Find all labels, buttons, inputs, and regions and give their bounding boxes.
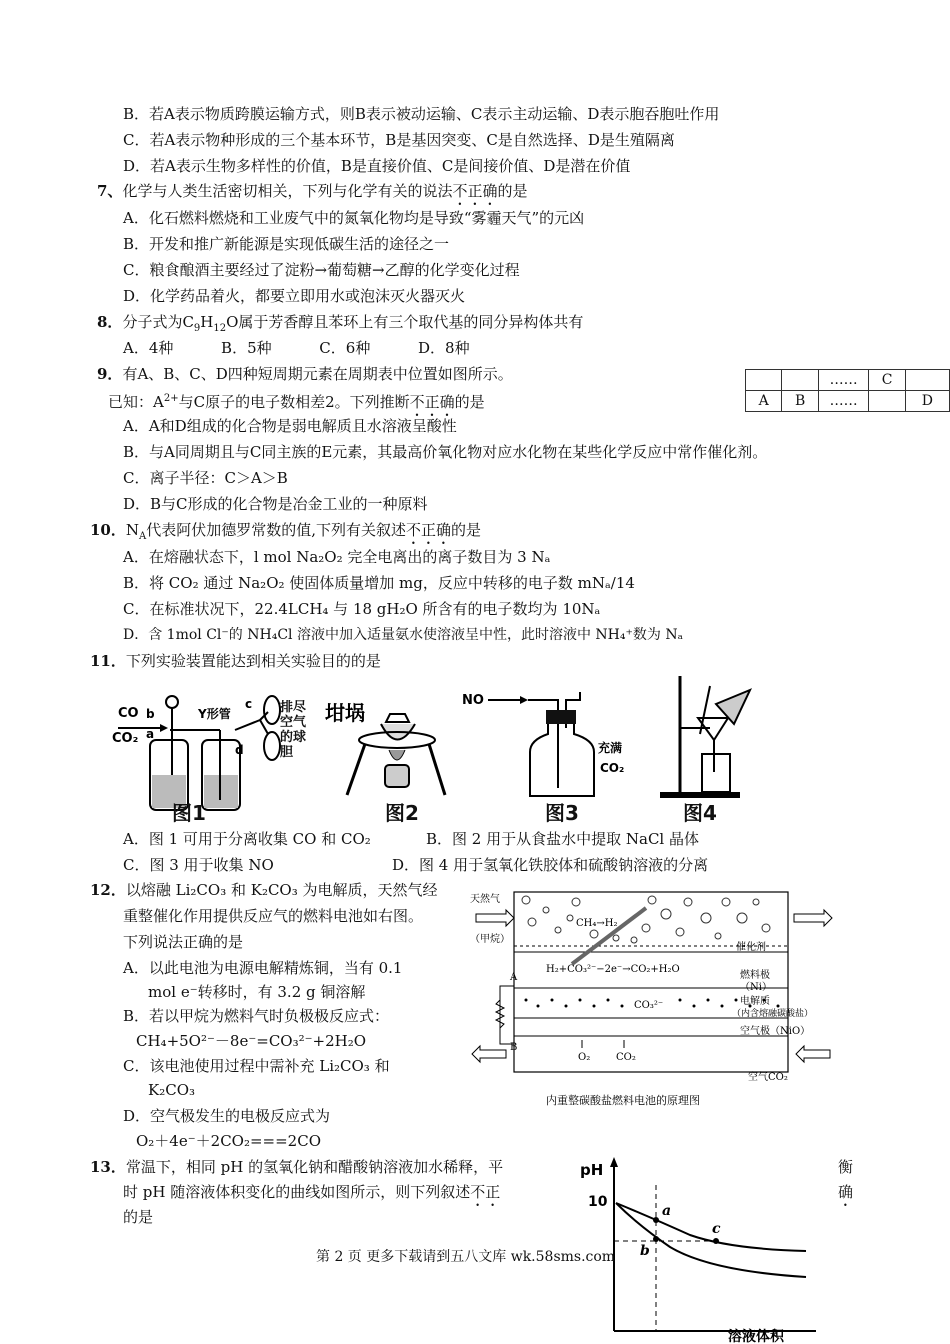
q11-option-a: A．图 1 可用于分离收集 CO 和 CO₂	[123, 830, 371, 848]
q7-stem	[97, 181, 527, 209]
q12-option-b-2: CH₄+5O²⁻－8e⁻=CO₃²⁻+2H₂O	[136, 1032, 367, 1050]
fig3-no-label: NO	[462, 693, 484, 708]
ph-y-10: 10	[588, 1194, 608, 1210]
fig2-leg-left	[347, 744, 365, 795]
q10-text-end: 的是	[451, 521, 482, 539]
q10-text: 代表阿伏加德罗常数的值,下列有关叙述	[146, 521, 407, 539]
q13-stem-2	[123, 1182, 500, 1210]
q9-sup: 2+	[163, 393, 179, 404]
q10-option-b: B．将 CO₂ 通过 Na₂O₂ 使固体质量增加 mg，反应中转移的电子数 mNₐ/14	[123, 574, 635, 592]
q13-stem-3: 的是	[123, 1208, 154, 1226]
figure-1-apparatus	[110, 690, 320, 820]
q9-option-d: D．B与C形成的化合物是冶金工业的一种原料	[123, 495, 428, 513]
q9-text: 有A、B、C、D四种短周期元素在周期表中位置如图所示。	[122, 365, 513, 383]
q12-option-d-2: O₂＋4e⁻＋2CO₂===2CO	[136, 1132, 322, 1150]
q8-h: H	[200, 313, 214, 331]
fig1-co-label: CO	[118, 706, 139, 721]
q6-option-c: C．若A表示物种形成的三个基本环节，B是基因突变、C是自然选择、D是生殖隔离	[123, 131, 675, 149]
fc-electrolyte: 电解质	[740, 996, 770, 1007]
fc-reform: CH₄→H₂	[576, 918, 618, 929]
pt-cell	[905, 370, 949, 391]
q6-option-d: D．若A表示生物多样性的价值，B是直接价值、C是间接价值、D是潜在价值	[123, 157, 631, 175]
ph-label-b: b	[640, 1243, 650, 1259]
ph-point-b	[653, 1236, 659, 1242]
ph-x-label: 溶液体积	[728, 1329, 784, 1344]
fig1-arrow-head	[160, 724, 168, 732]
fig2-lid	[386, 714, 409, 722]
fig1-a-label: a	[146, 727, 155, 741]
q11-stem	[90, 651, 381, 671]
q12-stem-2: 重整催化作用提供反应气的燃料电池如右图。	[123, 907, 424, 925]
q13-number: 13．	[90, 1158, 126, 1176]
fig3-bottle	[530, 724, 594, 796]
figure-4-filtration	[650, 676, 760, 800]
q7-text-end: 的是	[497, 182, 528, 200]
fc-co2: CO₂	[616, 1052, 636, 1063]
fc-gas-in-2: （甲烷）	[470, 934, 510, 945]
q12-option-a-1: A．以此电池为电源电解精炼铜，当有 0.1	[123, 959, 403, 977]
q12-option-c-1: C．该电池使用过程中需补充 Li₂CO₃ 和	[123, 1057, 390, 1075]
pt-cell: D	[905, 391, 949, 412]
ph-label-c: c	[712, 1221, 721, 1237]
fig1-y-tube	[235, 720, 260, 730]
q12-option-d-1: D．空气极发生的电极反应式为	[123, 1107, 331, 1125]
fig2-flame	[389, 750, 405, 760]
fc-o2: O₂	[578, 1052, 591, 1063]
q7-option-a: A．化石燃料燃烧和工业废气中的氮氧化物均是导致“雾霾天气”的元凶	[123, 209, 585, 227]
fig1-ball-1	[264, 696, 280, 724]
fig3-fill-label: 充满	[598, 741, 623, 755]
figure-2-caption: 图2	[385, 801, 419, 825]
q9-option-c: C．离子半径：C＞A＞B	[123, 469, 288, 487]
q8-sub-12: 12	[213, 323, 227, 334]
q12-text-1: 以熔融 Li₂CO₃ 和 K₂CO₃ 为电解质，天然气经	[125, 881, 438, 899]
ph-point-c	[713, 1238, 719, 1244]
q7-text: 化学与人类生活密切相关，下列与化学有关的说法	[122, 182, 453, 200]
fig4-beaker	[702, 754, 730, 792]
q8-text-end: O属于芳香醇且苯环上有三个取代基的同分异构体共有	[226, 313, 584, 331]
q7-option-d: D．化学药品着火，都要立即用水或泡沫灭火器灭火	[123, 287, 466, 305]
fc-arrow	[572, 908, 646, 964]
q10-number: 10．	[90, 521, 126, 539]
fuel-cell-diagram	[466, 888, 852, 1114]
q8-options: A．4种 B．5种 C．6种 D．8种	[123, 339, 470, 357]
fig2-leg-right	[429, 744, 445, 795]
fig1-ytube-label: Y形管	[198, 707, 231, 721]
fc-anode: 燃料极	[740, 970, 770, 981]
figure-1-caption: 图1	[172, 801, 206, 825]
fig2-lamp	[385, 765, 409, 787]
q12-option-a-2: mol e⁻转移时，有 3.2 g 铜溶解	[148, 983, 366, 1001]
pt-cell: ……	[818, 370, 869, 391]
pt-cell	[782, 370, 818, 391]
q13-que: 确	[838, 1183, 854, 1201]
q9-option-b: B．与A同周期且与C同主族的E元素，其最高价氧化物对应水化物在某些化学反应中常作催化剂。	[123, 443, 768, 461]
figure-3-caption: 图3	[545, 801, 579, 825]
q8-sub-9: 9	[193, 323, 201, 334]
periodic-table	[745, 369, 950, 412]
fc-air-arrow	[796, 1046, 830, 1062]
q7-emphasis: 不正确	[452, 182, 498, 200]
fc-catalyst: 催化剂	[736, 942, 766, 953]
figure-3-gas-bottle	[460, 688, 640, 800]
q8-text: 分子式为C	[122, 313, 194, 331]
ph-label-a: a	[662, 1203, 672, 1219]
fc-caption: 内重整碳酸盐燃料电池的原理图	[546, 1094, 700, 1107]
pt-cell	[746, 370, 782, 391]
fc-gas-in: 天然气	[470, 894, 500, 905]
fig1-co2-label: CO₂	[112, 731, 139, 746]
q11-option-b: B．图 2 用于从食盐水中提取 NaCl 晶体	[426, 830, 699, 848]
q13-emphasis: 不正	[470, 1183, 501, 1201]
q9-stem	[97, 364, 513, 384]
ph-chart	[580, 1155, 820, 1344]
q13-text-2: 时 pH 随溶液体积变化的曲线如图所示，则下列叙述	[123, 1183, 471, 1201]
q11-text: 下列实验装置能达到相关实验目的的是	[125, 652, 381, 670]
page-footer: 第 2 页 更多下载请到五八文库 wk.58sms.com	[316, 1249, 616, 1265]
fc-cathode: 空气极（NiO）	[740, 1026, 811, 1037]
q10-option-a: A．在熔融状态下，l mol Na₂O₂ 完全电离出的离子数目为 3 Nₐ	[123, 548, 551, 566]
q13-heng: 衡	[838, 1158, 854, 1176]
q10-option-c: C．在标准状况下，22.4LCH₄ 与 18 gH₂O 所含有的电子数均为 10Nₐ	[123, 600, 601, 618]
fc-terminal-a: A	[510, 972, 518, 983]
q10-option-d: D．含 1mol Cl⁻的 NH₄Cl 溶液中加入适量氨水使溶液呈中性，此时溶液中 NH₄⁺数为 Nₐ	[123, 627, 683, 643]
figure-2-crucible	[325, 700, 455, 800]
q10-sub-a: A	[139, 531, 147, 542]
q11-number: 11．	[90, 652, 126, 670]
fc-out-arrow	[794, 910, 832, 926]
pt-cell: C	[869, 370, 905, 391]
q12-stem-1	[90, 880, 438, 900]
q9-known-mid: 与C原子的电子数相差2。下列推断	[178, 393, 410, 411]
ph-y-arrow	[610, 1157, 618, 1167]
ph-point-a	[653, 1217, 659, 1223]
fc-air-in: 空气CO₂	[748, 1072, 788, 1083]
fc-exit-arrow	[472, 1046, 506, 1062]
q11-option-d: D．图 4 用于氢氧化铁胶体和硫酸钠溶液的分离	[392, 856, 709, 874]
q10-stem	[90, 520, 481, 548]
fig2-label: 坩埚	[325, 701, 365, 725]
fig3-co2-label: CO₂	[600, 761, 625, 775]
q12-number: 12．	[90, 881, 126, 899]
fig3-arrow-head	[520, 696, 528, 704]
q12-option-c-2: K₂CO₃	[148, 1081, 196, 1099]
fig1-b-label: b	[146, 707, 155, 721]
q9-emphasis: 不正确	[409, 393, 455, 411]
fc-electrolyte-2: （内含熔融碳酸盐）	[732, 1009, 814, 1019]
q10-n: N	[125, 521, 139, 539]
q9-known-post: 的是	[454, 393, 485, 411]
q13-stem-1	[90, 1157, 503, 1177]
q7-option-b: B．开发和推广新能源是实现低碳生活的途径之一	[123, 235, 450, 253]
fc-co3: CO₃²⁻	[634, 1000, 664, 1011]
q8-stem	[97, 312, 583, 339]
fig3-stopper	[546, 710, 576, 724]
fig1-ball-2	[264, 732, 280, 760]
ph-y-label: pH	[580, 1161, 604, 1179]
q9-number: 9．	[97, 365, 123, 383]
q13-text-1: 常温下，相同 pH 的氢氧化钠和醋酸钠溶液加水稀释，平	[125, 1158, 504, 1176]
fig1-c-label: c	[245, 697, 253, 711]
q6-option-b: B．若A表示物质跨膜运输方式，则B表示被动运输、C表示主动运输、D表示胞吞胞吐作用	[123, 105, 720, 123]
q12-stem-3: 下列说法正确的是	[123, 933, 244, 951]
q9-option-a: A．A和D组成的化合物是弱电解质且水溶液呈酸性	[123, 417, 457, 435]
figure-4-caption: 图4	[683, 801, 717, 825]
pt-cell	[869, 391, 905, 412]
q10-emphasis: 不正确	[406, 521, 452, 539]
fig1-ball-label: 排尽空气的球胆	[280, 700, 307, 760]
q7-option-c: C．粮食酿酒主要经过了淀粉→葡萄糖→乙醇的化学变化过程	[123, 261, 520, 279]
pt-cell: B	[782, 391, 818, 412]
fc-gas-arrow	[476, 910, 514, 926]
fc-terminal-b: B	[510, 1042, 518, 1053]
q9-known-pre: 已知：A	[108, 393, 164, 411]
fig1-d-label: d	[235, 743, 244, 757]
q8-number: 8．	[97, 313, 123, 331]
fc-bubbles	[522, 896, 770, 943]
q7-number: 7、	[97, 182, 123, 200]
q11-option-c: C．图 3 用于收集 NO	[123, 856, 274, 874]
pt-cell: ……	[818, 391, 869, 412]
fc-anode-rxn: H₂+CO₃²⁻−2e⁻→CO₂+H₂O	[546, 964, 680, 975]
fc-anode-2: （Ni）	[740, 982, 772, 993]
pt-cell: A	[746, 391, 782, 412]
fig1-funnel	[166, 696, 178, 708]
q12-option-b-1: B．若以甲烷为燃料气时负极极反应式：	[123, 1007, 390, 1025]
